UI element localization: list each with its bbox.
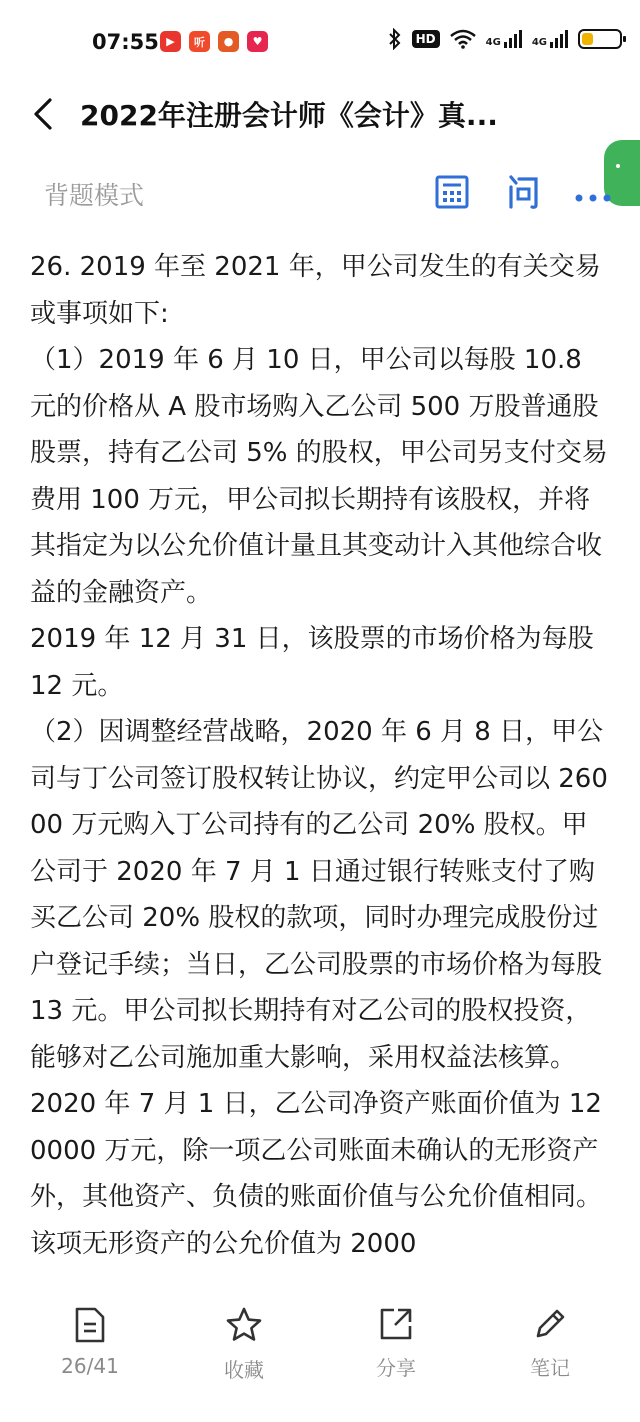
status-time: 07:55 [92,30,159,54]
back-button[interactable] [30,92,60,136]
gift-app-icon: ♥ [247,31,268,52]
recite-mode-toggle[interactable]: 背题模式 [44,181,145,210]
share-button[interactable] [336,1306,456,1381]
wifi-icon [450,29,476,49]
pumpkin-app-icon: ● [218,31,239,52]
question-content [30,244,610,1267]
hd-badge-icon: HD [412,30,440,48]
favorite-label: 收藏 [224,1358,264,1382]
notification-icons [160,31,268,52]
mode-row [0,160,640,230]
question-glyph-icon [506,174,540,210]
listen-app-icon: 听 [189,31,210,52]
share-label: 分享 [376,1356,416,1380]
more-options-button[interactable] [574,188,614,207]
star-icon [225,1306,263,1344]
signal-2-label: 4G [531,37,547,48]
signal-1-label: 4G [485,37,501,48]
battery-level [582,33,593,45]
calculator-icon [434,174,470,210]
ask-question-button[interactable] [506,174,540,214]
chevron-left-icon [30,92,60,136]
app-header [0,86,640,146]
answer-sheet-button[interactable] [434,174,470,214]
question-paragraph: 2020 年 7 月 1 日，乙公司净资产账面价值为 120000 万元，除一项乙公司账面未确认的无形资产外，其他资产、负债的账面价值与公允价值相同。该项无形资产的公允价值为 2000 [30,1089,603,1259]
question-paragraph: 26. 2019 年至 2021 年，甲公司发生的有关交易或事项如下: [30,252,601,329]
document-icon [73,1306,107,1344]
page-title: 2022年注册会计师《会计》真... [80,99,498,132]
video-app-icon: ▶ [160,31,181,52]
bottom-toolbar [0,1300,640,1422]
question-index-label: 26/41 [61,1354,119,1378]
favorite-button[interactable] [184,1306,304,1383]
signal-2-icon [532,30,568,48]
question-index-button[interactable] [30,1306,150,1378]
battery-icon [578,29,622,49]
share-icon [378,1306,414,1342]
more-dots-icon [574,193,614,203]
pencil-icon [532,1306,568,1342]
bluetooth-icon [388,28,402,50]
status-indicators [388,28,622,50]
question-paragraph: 2019 年 12 月 31 日，该股票的市场价格为每股 12 元。 [30,624,602,701]
signal-1-icon [486,30,522,48]
question-paragraph: （1）2019 年 6 月 10 日，甲公司以每股 10.8 元的价格从 A 股市场购入乙公司 500 万股普通股股票，持有乙公司 5% 的股权，甲公司另支付交易费用 100 万元，甲公司拟长期持有该股权，并将其指定为以公允价值计量且其变动计入其他综合收益的金融资产。 [30,345,608,608]
notes-button[interactable] [490,1306,610,1381]
question-paragraph: （2）因调整经营战略，2020 年 6 月 8 日，甲公司与丁公司签订股权转让协议，约定甲公司以 26000 万元购入丁公司持有的乙公司 20% 股权。甲公司于 2020 年 7 月 1 日通过银行转账支付了购买乙公司 20% 股权的款项，同时办理完成股份过户登记手续；当日，乙公司股票的市场价格为每股 13 元。甲公司拟长期持有对乙公司的股权投资，能够对乙公司施加重大影响，采用权益法核算。 [30,717,611,1073]
notes-label: 笔记 [530,1356,570,1380]
status-bar [0,0,640,86]
